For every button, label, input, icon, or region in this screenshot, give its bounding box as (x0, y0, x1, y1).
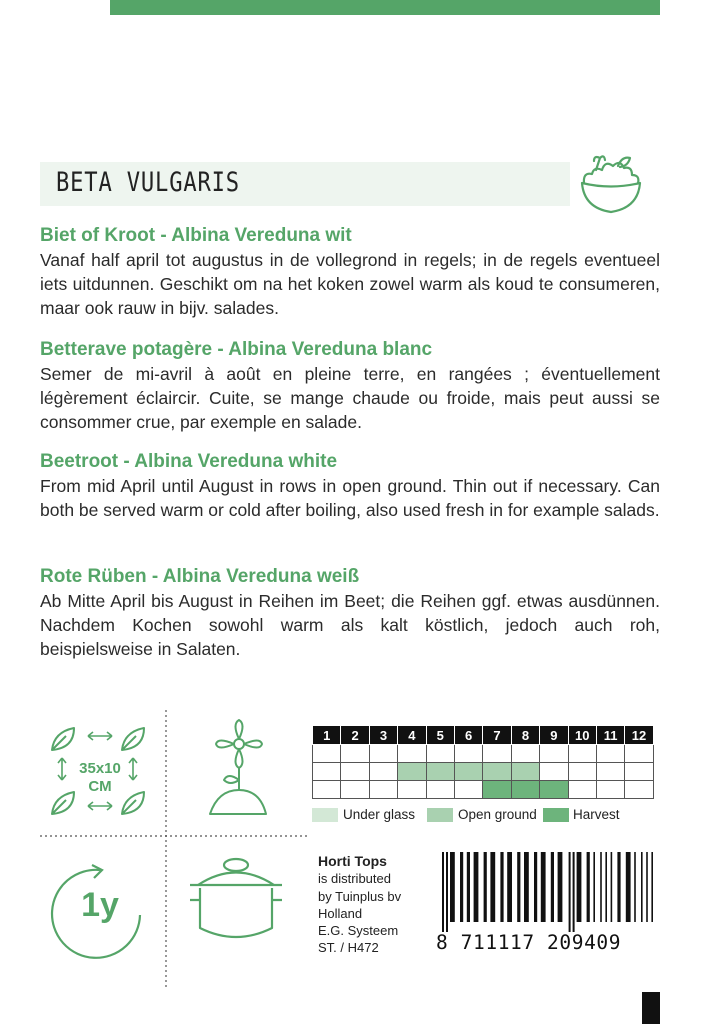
distributor-info (318, 853, 401, 957)
calendar-cell (454, 763, 482, 781)
barcode-bar (646, 852, 648, 922)
calendar-cell (483, 745, 511, 763)
calendar-cell (483, 781, 511, 799)
barcode-bar (460, 852, 463, 922)
calendar-cell (426, 781, 454, 799)
corner-mark (642, 992, 660, 1024)
open-ground-label: Open ground (458, 807, 537, 822)
section-title: Rote Rüben - Albina Vereduna weiß (40, 566, 360, 587)
section-german (40, 565, 660, 661)
calendar-cell (596, 781, 624, 799)
spacing-unit: CM (88, 778, 112, 795)
calendar-row-open-ground (313, 763, 654, 781)
under-glass-swatch (312, 808, 338, 822)
barcode-bar (534, 852, 537, 922)
barcode (440, 852, 656, 932)
barcode-bar (587, 852, 590, 922)
latin-name: BETA VULGARIS (56, 167, 240, 198)
calendar-cell (313, 763, 341, 781)
barcode-bar (611, 852, 613, 922)
calendar-cell (341, 745, 369, 763)
calendar-cell (511, 781, 539, 799)
calendar-cell (625, 781, 653, 799)
calendar-cell (625, 763, 653, 781)
barcode-bar (558, 852, 563, 922)
section-title: Beetroot - Albina Vereduna white (40, 451, 338, 472)
barcode-bar (593, 852, 595, 922)
barcode-bar (507, 852, 512, 922)
barcode-bar (442, 852, 444, 932)
calendar-cell (313, 781, 341, 799)
section-text: Vanaf half april tot augustus in de vollegrond in regels; in de regels eventueel iets uitdunnen. Geschikt om na het koken zowel warm als koud te consumeren, maar ook rauw in bijv. salades. (40, 250, 660, 318)
month-header: 2 (341, 726, 369, 745)
barcode-bar (626, 852, 631, 922)
barcode-bar (484, 852, 487, 922)
calendar-cell (568, 781, 596, 799)
barcode-bar (446, 852, 448, 932)
calendar-row-harvest (313, 781, 654, 799)
calendar-cell (398, 745, 426, 763)
barcode-bar (541, 852, 546, 922)
barcode-bar (573, 852, 575, 932)
month-header: 6 (454, 726, 482, 745)
spacing-label (70, 760, 130, 796)
barcode-bar (600, 852, 602, 922)
barcode-bar (641, 852, 643, 922)
barcode-bar (569, 852, 571, 932)
distributor-line: Holland (318, 905, 363, 921)
calendar-cell (568, 763, 596, 781)
top-color-bar (110, 0, 660, 15)
calendar-cell (511, 763, 539, 781)
spacing-value: 35x10 (79, 760, 121, 777)
section-english (40, 450, 660, 522)
calendar-cell (341, 781, 369, 799)
distributor-line: is distributed (318, 871, 391, 887)
calendar-cell (313, 745, 341, 763)
barcode-number: 8 711117 209409 (436, 931, 622, 954)
barcode-bar (500, 852, 503, 922)
month-header: 7 (483, 726, 511, 745)
section-title: Biet of Kroot - Albina Vereduna wit (40, 225, 352, 246)
pot-icon (190, 859, 282, 937)
calendar-cell (454, 745, 482, 763)
calendar-cell (369, 763, 397, 781)
distributor-line: by Tuinplus bv (318, 888, 402, 904)
barcode-bar (490, 852, 495, 922)
calendar-cell (483, 763, 511, 781)
barcode-bar (605, 852, 607, 922)
calendar-cell (596, 745, 624, 763)
barcode-bar (524, 852, 529, 922)
harvest-label: Harvest (573, 807, 620, 822)
barcode-bar (474, 852, 479, 922)
calendar-cell (369, 781, 397, 799)
harvest-swatch (543, 808, 569, 822)
calendar-cell (426, 745, 454, 763)
month-header: 1 (313, 726, 341, 745)
calendar-cell (398, 763, 426, 781)
barcode-bar (651, 852, 653, 922)
section-title: Betterave potagère - Albina Vereduna blanc (40, 339, 433, 360)
calendar-cell (625, 745, 653, 763)
calendar-cell (540, 781, 568, 799)
seedling-icon (210, 720, 266, 814)
month-header: 11 (596, 726, 624, 745)
section-text: Semer de mi-avril à août en pleine terre, en rangées ; éventuellement légèrement éclaircir. Cuite, se mange chaude ou froide, mais peut aussi se consommer crue, par exemple en salade. (40, 364, 660, 432)
barcode-bar (617, 852, 620, 922)
open-ground-swatch (427, 808, 453, 822)
barcode-bar (634, 852, 636, 922)
calendar-cell (540, 745, 568, 763)
month-header: 5 (426, 726, 454, 745)
sowing-calendar (312, 725, 654, 799)
section-dutch (40, 224, 660, 320)
calendar-cell (511, 745, 539, 763)
barcode-bar (450, 852, 455, 922)
month-header: 3 (369, 726, 397, 745)
barcode-bar (577, 852, 582, 922)
calendar-row-under-glass (313, 745, 654, 763)
barcode-bar (467, 852, 470, 922)
section-french (40, 338, 660, 434)
barcode-bar (517, 852, 520, 922)
distributor-line: E.G. Systeem (318, 923, 399, 939)
calendar-cell (568, 745, 596, 763)
section-text: Ab Mitte April bis August in Reihen im Beet; die Reihen ggf. etwas ausdünnen. Nachdem Kochen sowohl warm als kalt köstlich, jedoch auch roh, beispielsweise in Salaten. (40, 591, 660, 659)
calendar-cell (341, 763, 369, 781)
under-glass-label: Under glass (343, 807, 416, 822)
lifecycle-label: 1y (81, 886, 119, 924)
icon-panel (40, 710, 310, 990)
month-header: 10 (568, 726, 596, 745)
calendar-legend (312, 806, 662, 824)
calendar-cell (426, 763, 454, 781)
brand-name: Horti Tops (318, 853, 387, 869)
distributor-line: ST. / H472 (318, 940, 379, 956)
calendar-cell (454, 781, 482, 799)
calendar-cell (540, 763, 568, 781)
section-text: From mid April until August in rows in open ground. Thin out if necessary. Can both be served warm or cold after boiling, also used fresh in for example salads. (40, 476, 660, 520)
salad-bowl-icon (574, 150, 649, 220)
month-header: 12 (625, 726, 653, 745)
calendar-cell (369, 745, 397, 763)
calendar-cell (596, 763, 624, 781)
month-header: 4 (398, 726, 426, 745)
calendar-cell (398, 781, 426, 799)
barcode-bar (551, 852, 554, 922)
month-header: 8 (511, 726, 539, 745)
month-header: 9 (540, 726, 568, 745)
